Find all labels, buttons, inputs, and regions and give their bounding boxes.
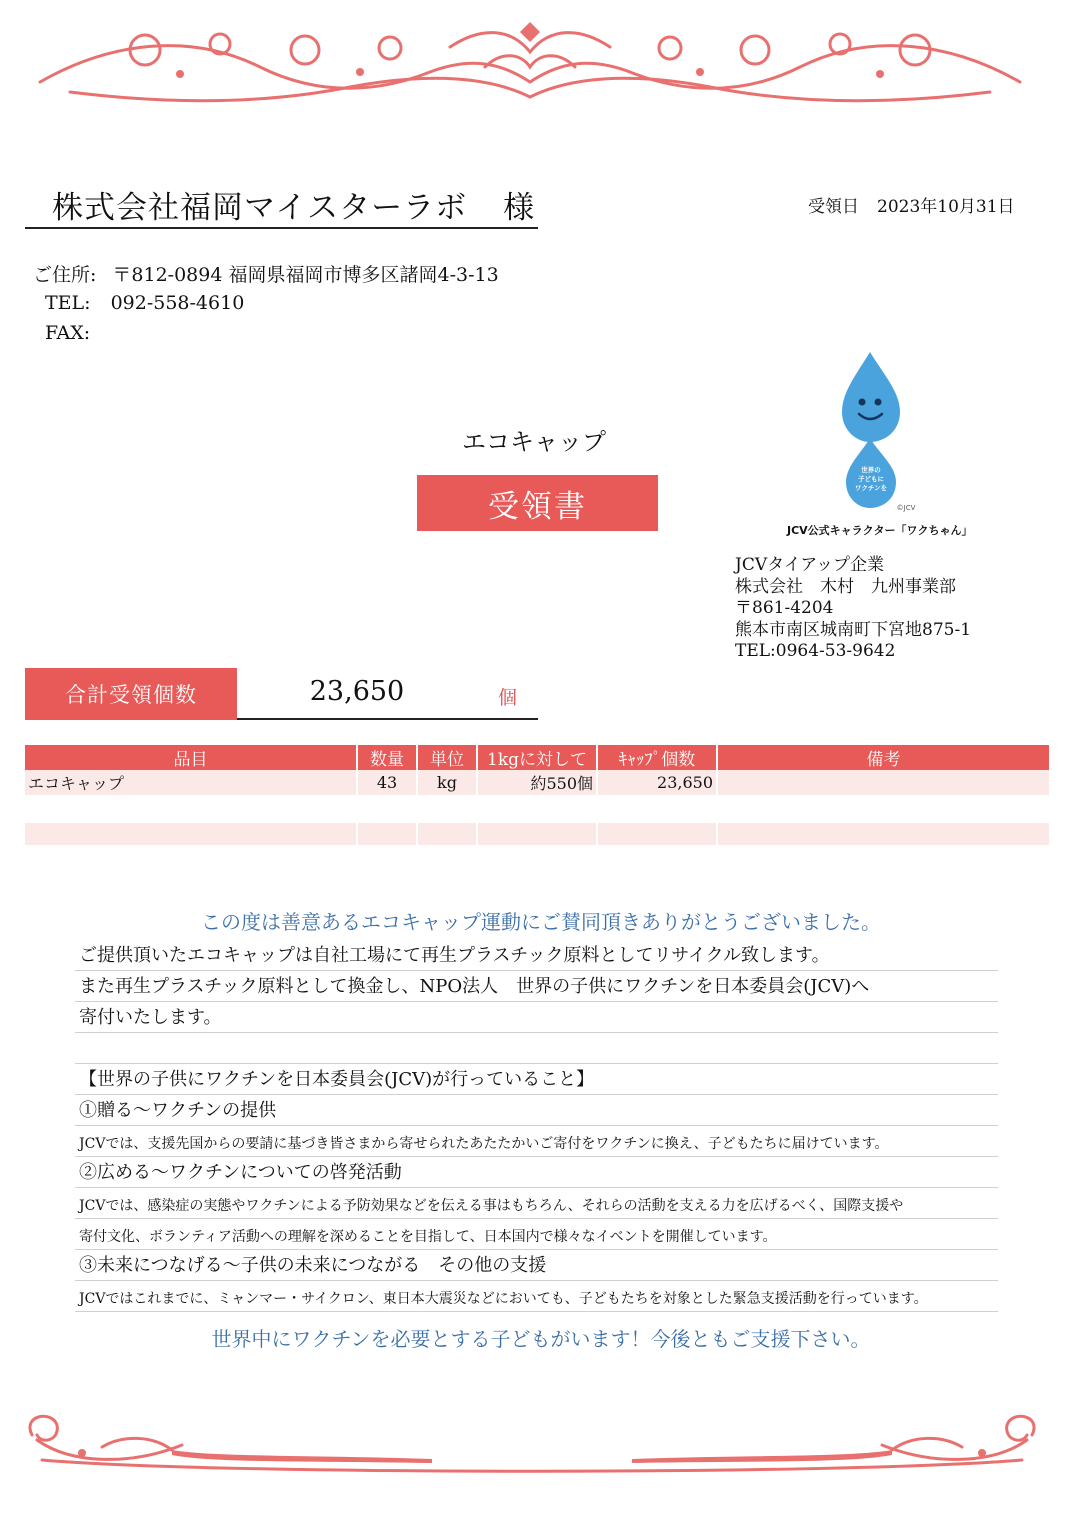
svg-text:子どもに: 子どもに	[858, 475, 884, 483]
cell-quantity	[357, 823, 417, 845]
message-line	[75, 940, 998, 971]
header-per-kg: 1kgに対して	[477, 745, 597, 770]
cell-cap-count	[597, 795, 717, 823]
cell-unit	[417, 823, 477, 845]
company-tieup: JCVタイアップ企業	[735, 555, 885, 575]
message-line	[75, 1188, 998, 1219]
table-header-row	[25, 745, 1049, 770]
tel-row	[45, 292, 244, 314]
received-date-value: 2023年10月31日	[877, 197, 1015, 217]
cell-remarks	[717, 770, 1049, 795]
header-remarks: 備考	[717, 745, 1049, 770]
cell-per-kg: 約550個	[477, 770, 597, 795]
address-row	[33, 260, 499, 287]
cell-cap-count: 23,650	[597, 770, 717, 795]
message-line	[75, 971, 998, 1002]
message-line-text: JCVではこれまでに、ミャンマー・サイクロン、東日本大震災などにおいても、子どもたちを対象とした緊急支援活動を行っています。	[79, 1291, 928, 1307]
address-label: ご住所:	[33, 264, 97, 286]
message-line	[75, 1250, 998, 1281]
message-line-text: ご提供頂いたエコキャップは自社工場にて再生プラスチック原料としてリサイクル致します。	[79, 945, 830, 966]
message-line-text: 寄付いたします。	[79, 1007, 222, 1028]
svg-text:©JCV: ©JCV	[896, 504, 916, 512]
received-date	[808, 192, 1015, 217]
customer-underline	[25, 227, 538, 229]
svg-text:ワクチンを: ワクチンを	[854, 484, 888, 492]
cell-per-kg	[477, 823, 597, 845]
total-value: 23,650	[309, 676, 405, 707]
address-value: 〒812-0894 福岡県福岡市博多区諸岡4-3-13	[112, 264, 499, 286]
received-date-label: 受領日	[808, 197, 859, 217]
mascot-caption: JCV公式キャラクター「ワクちゃん」	[787, 524, 973, 537]
closing-message: 世界中にワクチンを必要とする子どもがいます！今後ともご支援下さい。	[211, 1327, 871, 1351]
fax-label: FAX:	[45, 322, 91, 344]
company-tel: TEL:0964-53-9642	[735, 641, 896, 661]
header-quantity: 数量	[357, 745, 417, 770]
message-line-text: ③未来につなげる～子供の未来につながる その他の支援	[79, 1255, 547, 1276]
message-line	[75, 1281, 998, 1312]
customer-name	[52, 182, 535, 227]
header-cap-count: ｷｬｯﾌﾟ個数	[597, 745, 717, 770]
thanks-message: この度は善意あるエコキャップ運動にご賛同頂きありがとうございました。	[201, 910, 881, 934]
top-ornament	[30, 22, 1030, 112]
items-table	[25, 745, 1049, 845]
message-line-text: JCVでは、支援先国からの要請に基づき皆さまから寄せられたあたたかいご寄付をワクチンに換え、子どもたちに届けています。	[79, 1136, 889, 1152]
bottom-ornament	[12, 1405, 1052, 1480]
tel-value: 092-558-4610	[110, 292, 245, 314]
message-line	[75, 1064, 998, 1095]
message-line-text: JCVでは、感染症の実態やワクチンによる予防効果などを伝える事はもちろん、それらの活動を支える力を広げるべく、国際支援や	[79, 1198, 904, 1214]
svg-text:世界の: 世界の	[861, 466, 881, 474]
message-line-text: また再生プラスチック原料として換金し、NPO法人 世界の子供にワクチンを日本委員会(JCV)へ	[79, 976, 870, 997]
message-line-text: 寄付文化、ボランティア活動への理解を深めることを目指して、日本国内で様々なイベントを開催しています。	[79, 1229, 777, 1245]
message-line	[75, 1126, 998, 1157]
cell-item	[25, 823, 357, 845]
message-line	[75, 1095, 998, 1126]
company-info	[735, 555, 971, 663]
company-zip: 〒861-4204	[735, 598, 834, 618]
message-line	[75, 1002, 998, 1033]
receipt-title: 受領書	[417, 475, 658, 531]
message-line	[75, 1219, 998, 1250]
header-item: 品目	[25, 745, 357, 770]
message-line-text: ①贈る～ワクチンの提供	[79, 1100, 277, 1121]
table-row	[25, 795, 1049, 823]
cell-unit	[417, 795, 477, 823]
fax-row	[45, 322, 106, 344]
cell-remarks	[717, 795, 1049, 823]
cell-item: エコキャップ	[25, 770, 357, 795]
message-line	[75, 1033, 998, 1064]
product-title: エコキャップ	[462, 428, 606, 456]
message-line	[75, 1157, 998, 1188]
company-address: 熊本市南区城南町下宮地875-1	[735, 619, 972, 640]
customer-honorific: 様	[503, 190, 536, 226]
tel-label: TEL:	[45, 292, 91, 314]
cell-per-kg	[477, 795, 597, 823]
table-row	[25, 823, 1049, 845]
company-name: 株式会社 木村 九州事業部	[735, 576, 956, 597]
cell-item	[25, 795, 357, 823]
message-line-text: ②広める～ワクチンについての啓発活動	[79, 1162, 402, 1183]
table-row	[25, 770, 1049, 795]
cell-quantity: 43	[357, 770, 417, 795]
header-unit: 単位	[417, 745, 477, 770]
customer-name-text: 株式会社福岡マイスターラボ	[52, 190, 468, 226]
total-label: 合計受領個数	[25, 668, 237, 720]
cell-quantity	[357, 795, 417, 823]
cell-remarks	[717, 823, 1049, 845]
total-underline	[237, 718, 538, 720]
cell-cap-count	[597, 823, 717, 845]
message-line-text: 【世界の子供にワクチンを日本委員会(JCV)が行っていること】	[79, 1069, 595, 1090]
total-unit: 個	[498, 687, 518, 709]
cell-unit: kg	[417, 770, 477, 795]
mascot-droplet-icon	[826, 350, 922, 520]
